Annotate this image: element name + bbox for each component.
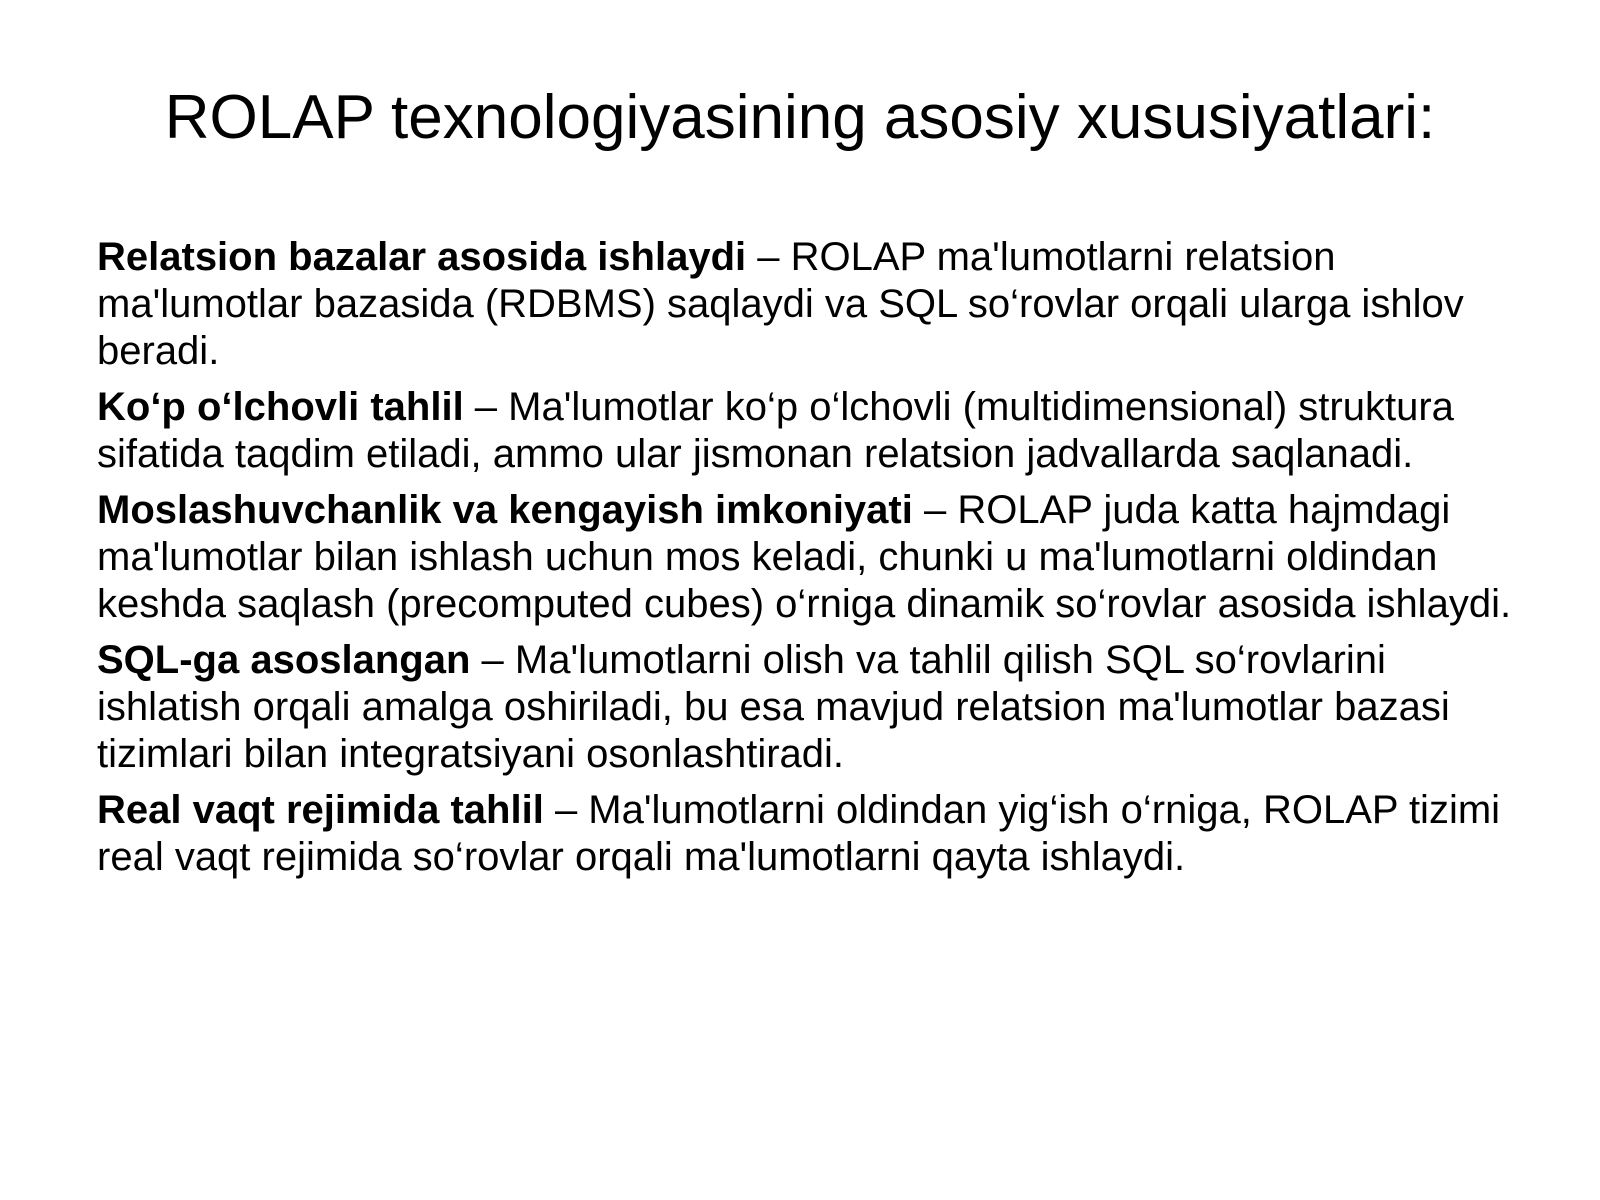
feature-point xyxy=(97,637,1517,778)
feature-description: – Ma'lumotlarni oldindan yig‘ish o‘rniga, ROLAP tizimi real vaqt rejimida so‘rovlar orqali ma'lumotlarni qayta ishlaydi. xyxy=(97,788,1501,879)
feature-description: – Ma'lumotlar ko‘p o‘lchovli (multidimensional) struktura sifatida taqdim etiladi, ammo ular jismonan relatsion jadvallarda saqlanadi. xyxy=(97,385,1454,476)
feature-term: SQL-ga asoslangan xyxy=(97,638,471,682)
feature-point xyxy=(97,234,1517,375)
feature-term: Relatsion bazalar asosida ishlaydi xyxy=(97,235,747,279)
feature-term: Moslashuvchanlik va kengayish imkoniyati xyxy=(97,488,913,532)
feature-description: – ROLAP juda katta hajmdagi ma'lumotlar bilan ishlash uchun mos keladi, chunki u ma'lumotlarni oldindan keshda saqlash (precomputed cubes) o‘rniga dinamik so‘rovlar asosida ishlaydi. xyxy=(97,488,1512,626)
feature-term: Ko‘p o‘lchovli tahlil xyxy=(97,385,464,429)
slide-title: ROLAP texnologiyasining asosiy xususiyatlari: xyxy=(164,83,1436,152)
feature-point xyxy=(97,787,1517,881)
feature-description: – Ma'lumotlarni olish va tahlil qilish SQL so‘rovlarini ishlatish orqali amalga oshiriladi, bu esa mavjud relatsion ma'lumotlar bazasi tizimlari bilan integratsiyani osonlashtiradi. xyxy=(97,638,1450,776)
feature-description: – ROLAP ma'lumotlarni relatsion ma'lumotlar bazasida (RDBMS) saqlaydi va SQL so‘rovlar orqali ularga ishlov beradi. xyxy=(97,235,1464,373)
slide-content xyxy=(97,234,1517,890)
feature-point xyxy=(97,384,1517,478)
feature-term: Real vaqt rejimida tahlil xyxy=(97,788,544,832)
feature-point xyxy=(97,487,1517,628)
